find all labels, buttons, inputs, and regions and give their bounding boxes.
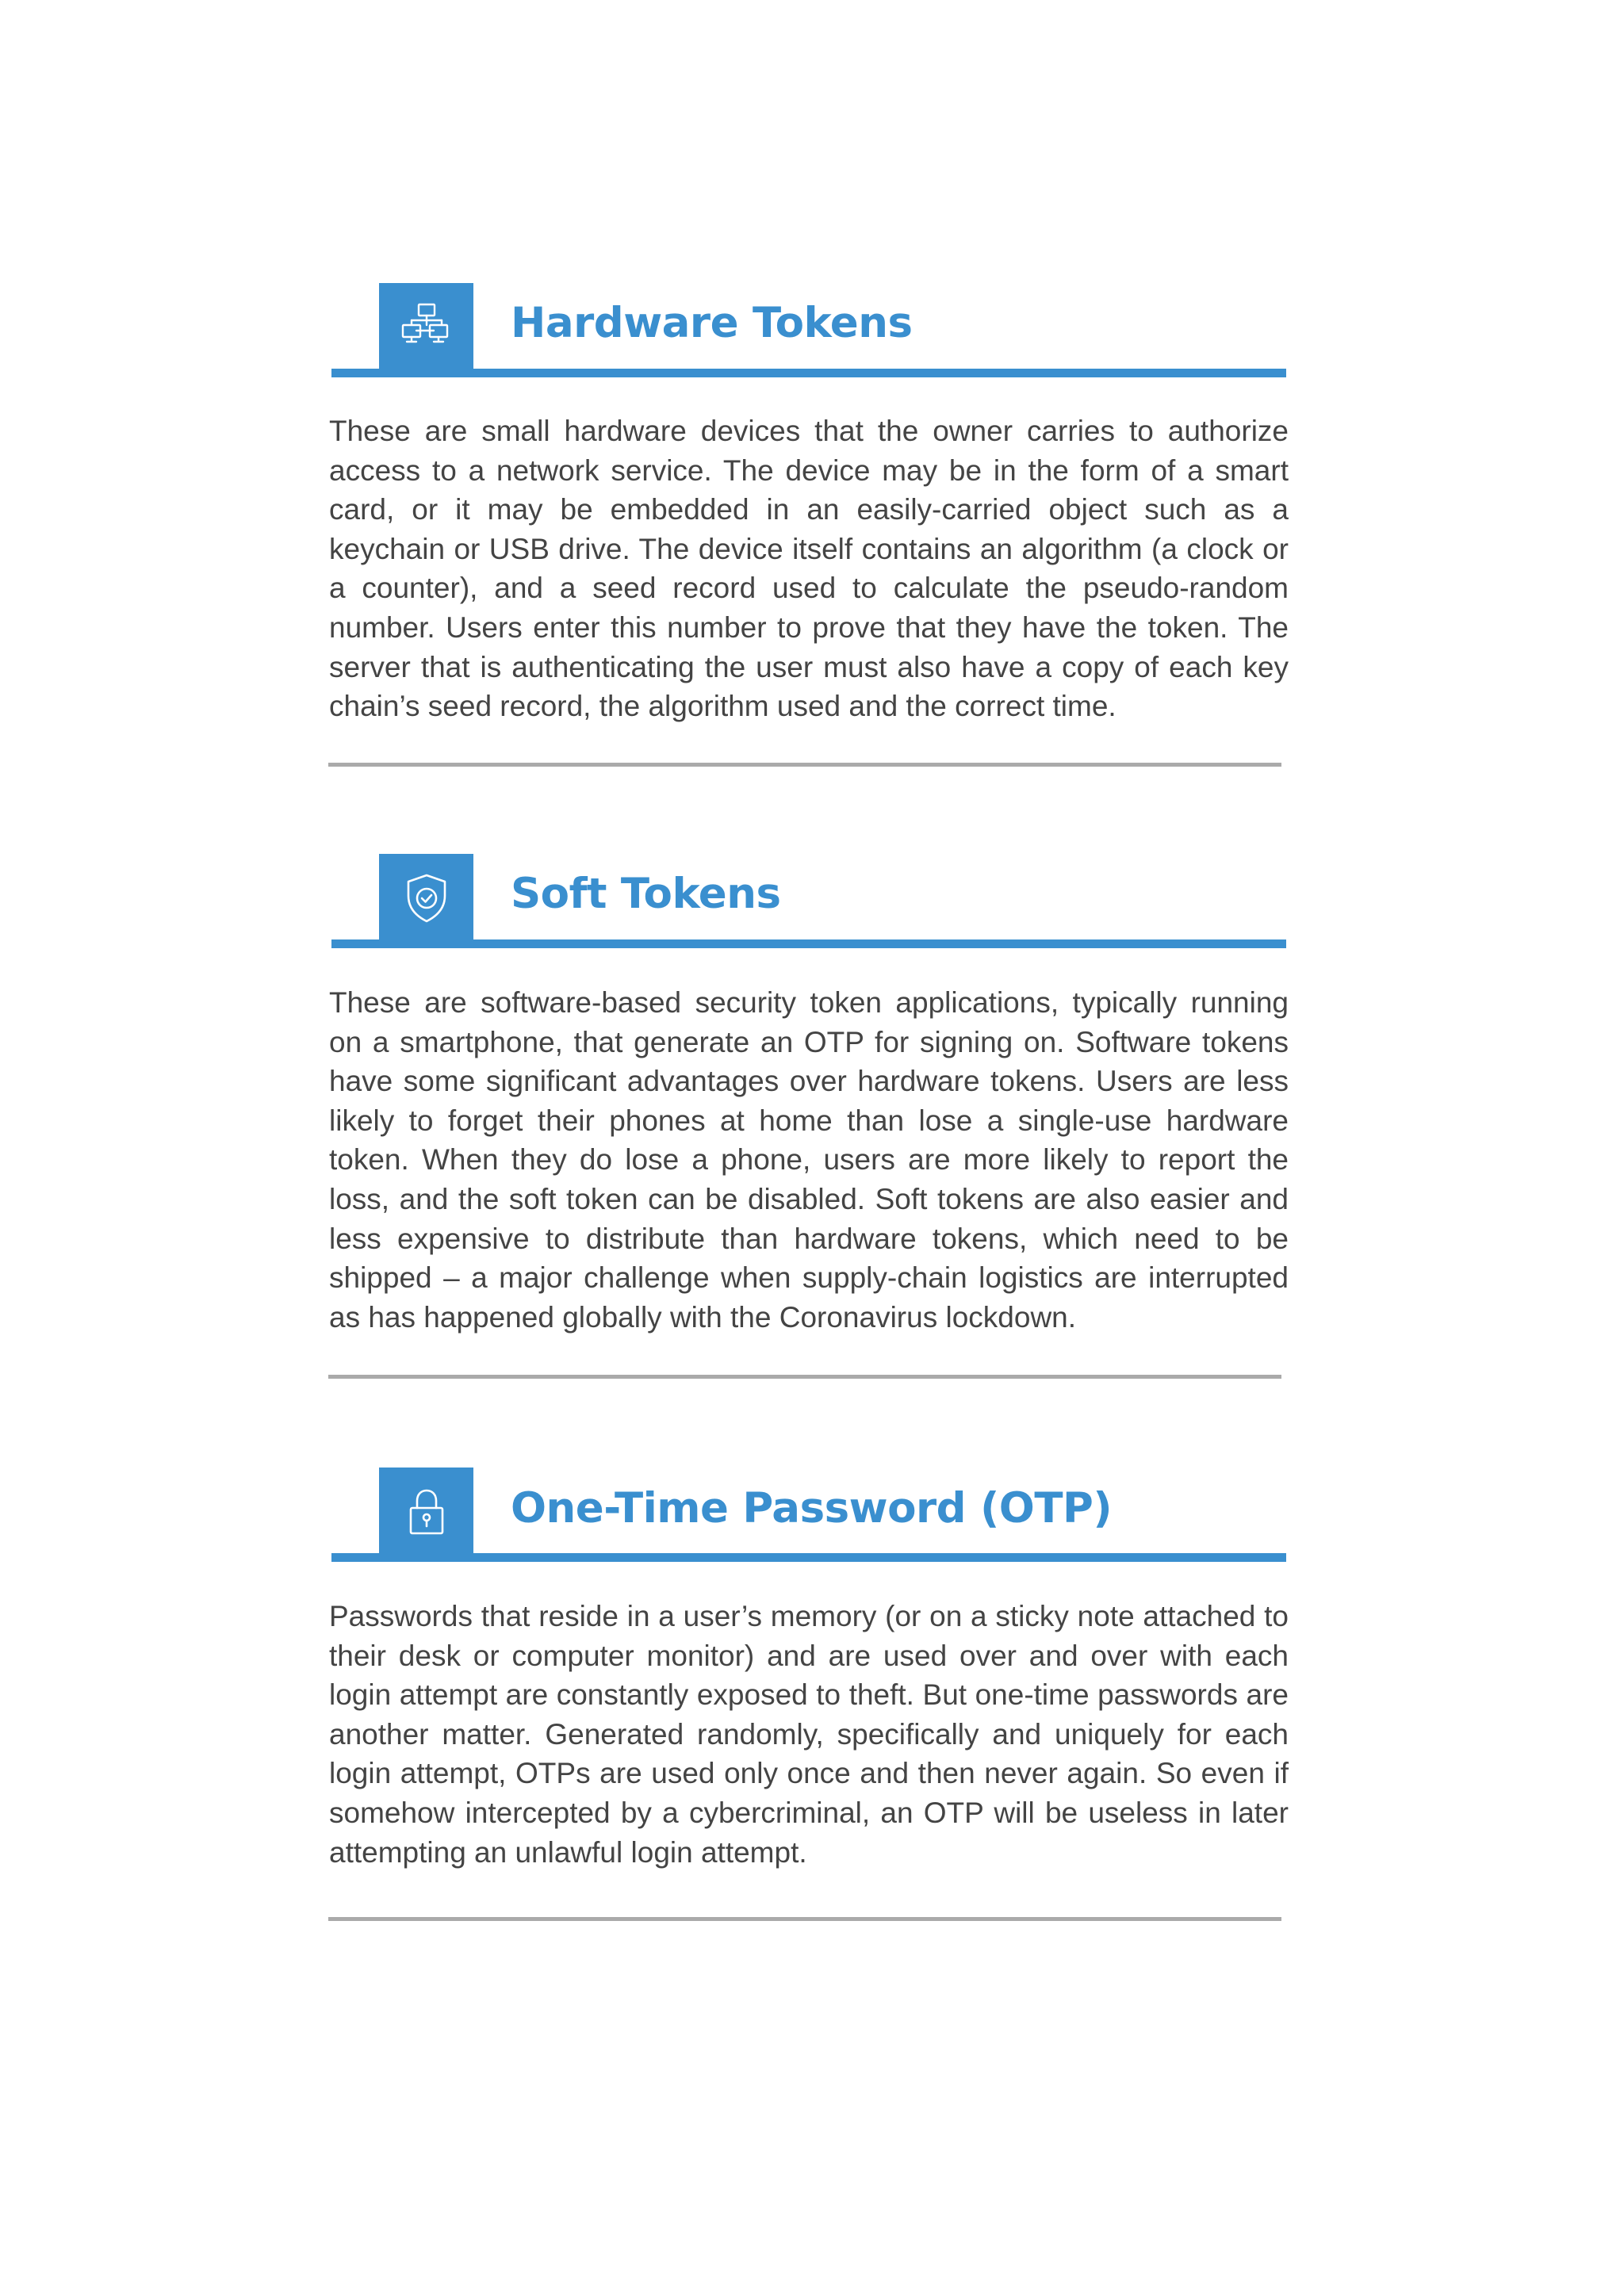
soft-tokens-icon-box xyxy=(379,854,473,943)
section-title: One-Time Password (OTP) xyxy=(511,1484,1113,1533)
section-title-underline xyxy=(331,1553,1286,1562)
section-title-underline xyxy=(331,369,1286,377)
shield-check-icon xyxy=(399,871,454,926)
section-title-underline xyxy=(331,939,1286,948)
section-divider xyxy=(328,1375,1281,1379)
network-computers-icon xyxy=(399,300,454,355)
hardware-tokens-icon-box xyxy=(379,283,473,372)
section-body-text: These are software-based security token applications, typically running on a smartphone, that generate an OTP for signing on. Software tokens have some significant advantages over hardware tokens. Users are less likely to forget their phones at home than lose a single-use hardware token. When they do lose a phone, users are more likely to report the loss, and the soft token can be disabled. Soft tokens are also easier and less expensive to distribute than hardware tokens, which need to be shipped – a major challenge when supply-chain logistics are interrupted as has happened globally with the Coronavirus lockdown. xyxy=(329,986,1289,1334)
section-title: Hardware Tokens xyxy=(511,299,913,347)
section-divider xyxy=(328,763,1281,767)
padlock-icon xyxy=(399,1484,454,1540)
otp-icon-box xyxy=(379,1468,473,1556)
section-body-text: These are small hardware devices that the owner carries to authorize access to a network service. The device may be in the form of a smart card, or it may be embedded in an easily-carried object such as a keychain or USB drive. The device itself contains an algorithm (a clock or a counter), and a seed record used to calculate the pseudo-random number. Users enter this number to prove that they have the token. The server that is authenticating the user must also have a copy of each key chain’s seed record, the algorithm used and the correct time. xyxy=(329,415,1289,723)
section-divider xyxy=(328,1917,1281,1921)
section-body-text: Passwords that reside in a user’s memory (or on a sticky note attached to their desk or computer monitor) and are used over and over with each login attempt are constantly exposed to theft. But one-time passwords are another matter. Generated randomly, specifically and uniquely for each login attempt, OTPs are used only once and then never again. So even if somehow intercepted by a cybercriminal, an OTP will be useless in later attempting an unlawful login attempt. xyxy=(329,1600,1289,1869)
section-title: Soft Tokens xyxy=(511,870,781,918)
